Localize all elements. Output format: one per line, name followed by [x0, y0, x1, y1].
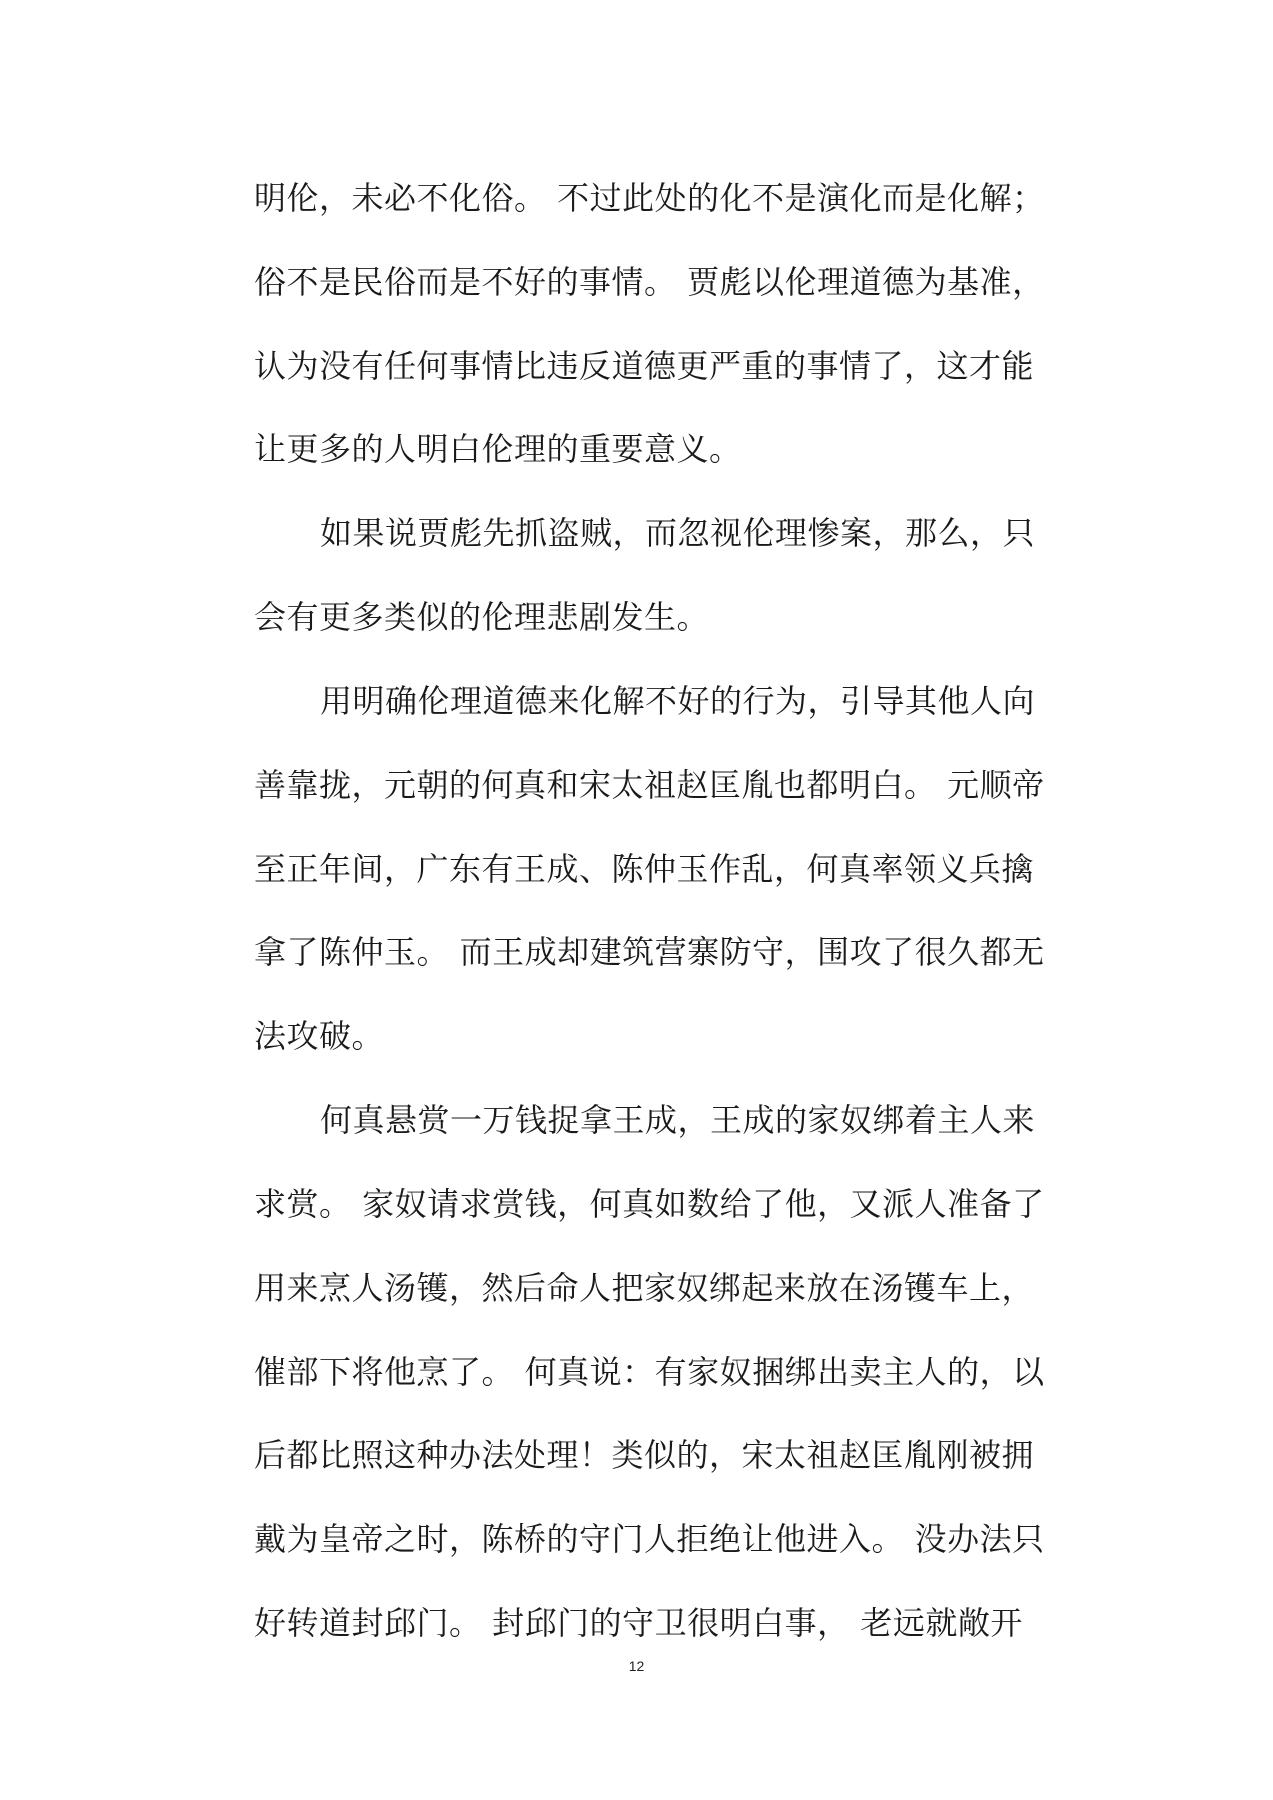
text-line-12: 何真悬赏一万钱捉拿王成，王成的家奴绑着主人来 [320, 1101, 1036, 1139]
text-line-3: 认为没有任何事情比违反道德更严重的事情了，这才能 [254, 347, 1035, 385]
text-line-15: 催部下将他烹了。 何真说：有家奴捆绑出卖主人的，以 [254, 1353, 1045, 1391]
text-line-13: 求赏。 家奴请求赏钱，何真如数给了他，又派人准备了 [254, 1185, 1045, 1223]
text-line-9: 至正年间，广东有王成、陈仲玉作乱，何真率领义兵擒 [254, 850, 1035, 888]
text-line-17: 戴为皇帝之时，陈桥的守门人拒绝让他进入。 没办法只 [254, 1520, 1045, 1558]
text-line-18: 好转道封邱门。 封邱门的守卫很明白事， 老远就敞开 [254, 1604, 1023, 1642]
text-line-11: 法攻破。 [254, 1017, 385, 1055]
text-line-8: 善靠拢，元朝的何真和宋太祖赵匡胤也都明白。 元顺帝 [254, 766, 1045, 804]
text-line-10: 拿了陈仲玉。 而王成却建筑营寨防守，围攻了很久都无 [254, 933, 1045, 971]
text-line-1: 明伦，未必不化俗。 不过此处的化不是演化而是化解； [254, 179, 1045, 217]
text-line-4: 让更多的人明白伦理的重要意义。 [254, 430, 742, 468]
text-line-2: 俗不是民俗而是不好的事情。 贾彪以伦理道德为基准， [254, 263, 1045, 301]
text-line-6: 会有更多类似的伦理悲剧发生。 [254, 598, 710, 636]
page-number: 12 [628, 1658, 645, 1674]
text-line-16: 后都比照这种办法处理！类似的，宋太祖赵匡胤刚被拥 [254, 1436, 1035, 1474]
text-line-14: 用来烹人汤镬，然后命人把家奴绑起来放在汤镬车上， [254, 1269, 1035, 1307]
text-line-7: 用明确伦理道德来化解不好的行为，引导其他人向 [320, 682, 1036, 720]
text-line-5: 如果说贾彪先抓盗贼，而忽视伦理惨案，那么，只 [320, 514, 1036, 552]
